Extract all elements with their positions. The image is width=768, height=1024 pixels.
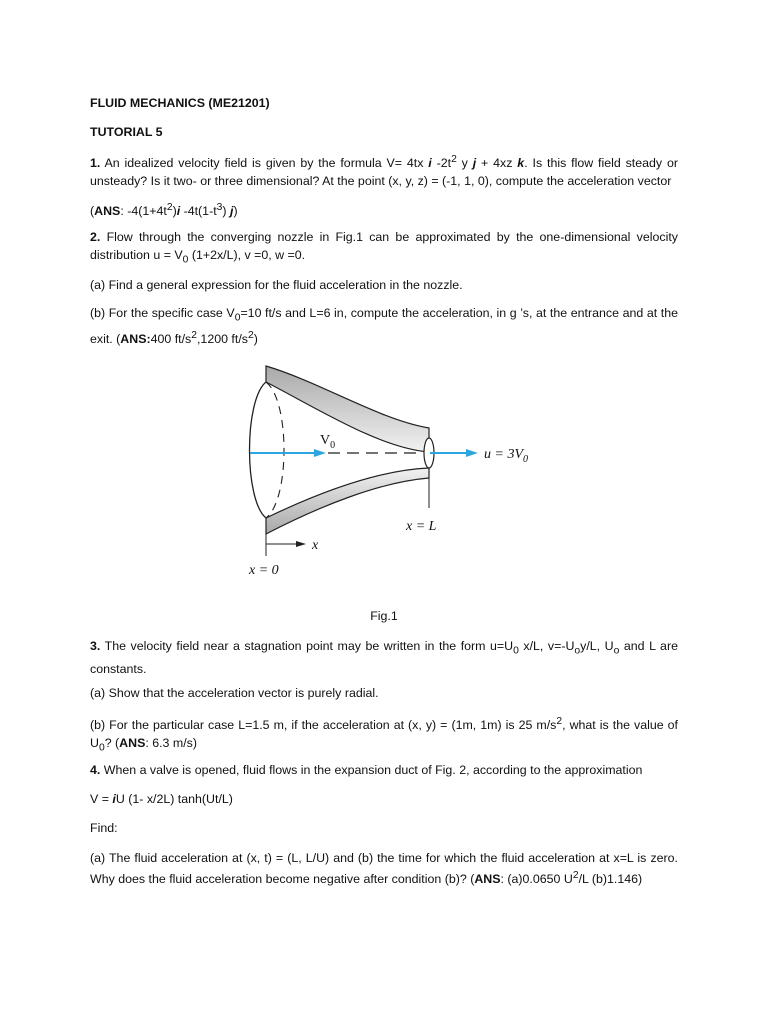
subscript: 0 (98, 742, 105, 754)
x-axis-arrowhead (296, 541, 306, 547)
ans-text: ( (90, 204, 95, 219)
ans-text: -4t(1-t (180, 204, 217, 219)
ans-text: ) (172, 204, 177, 219)
unit-vector-j: j (229, 204, 234, 219)
q3-text: y/L, U (580, 639, 614, 653)
q1-text: + 4xz (476, 156, 518, 171)
tutorial-title: TUTORIAL 5 (90, 125, 163, 139)
unit-vector-j: j (472, 156, 477, 171)
superscript: 2 (247, 330, 254, 342)
ans-text: ) (222, 204, 230, 219)
ans-text: ) (233, 204, 238, 219)
question-4 (90, 761, 678, 779)
formula-text: V = (90, 792, 113, 806)
formula-text: U (1- x/2L) tanh(Ut/L) (115, 792, 233, 806)
question-2-part-b (90, 304, 678, 349)
nozzle-figure (230, 360, 550, 580)
figure-caption: Fig.1 (370, 609, 398, 623)
question-3-part-b (90, 713, 678, 758)
ans-text: /L (b)1.146) (578, 872, 643, 887)
ans-text: : (a)0.0650 U (500, 872, 573, 887)
entrance-position-label: x = 0 (249, 563, 279, 578)
ans-label: ANS: (120, 332, 151, 347)
subscript: o (613, 645, 620, 657)
outlet-arrowhead (466, 449, 478, 457)
superscript: 2 (572, 870, 579, 881)
ans-label: ANS (119, 736, 146, 751)
superscript: 2 (556, 716, 563, 727)
ans-label: ANS (474, 872, 501, 887)
ans-text: : 6.3 m/s) (145, 736, 197, 751)
unit-vector-k: k (517, 156, 525, 171)
q2b-text: =10 ft/s and L=6 in, compute the acceleration, in g ’s, at the entrance and at the exit. ( (90, 306, 678, 347)
question-number: 2. (90, 230, 101, 244)
q1-text: An idealized velocity field is given by the formula V= 4tx (100, 156, 429, 171)
inlet-outline (250, 382, 267, 518)
question-4-parts (90, 849, 678, 888)
x-axis-label: x (312, 538, 319, 553)
subscript: o (574, 645, 581, 657)
q1-text: -2t (431, 156, 452, 171)
ans-text: ) (253, 332, 258, 347)
q3b-text: , what is the value of U (90, 718, 678, 751)
q2b-text: (b) For the specific case V (90, 306, 235, 320)
question-2 (90, 228, 678, 269)
question-3 (90, 637, 678, 678)
superscript: 3 (216, 202, 223, 213)
q4-parts-text: (a) The fluid acceleration at (x, t) = (L, L/U) and (b) the time for which the fluid acceleration at x=L is zero. Why does the fluid acceleration become negative after condition (b)? ( (90, 851, 678, 887)
subscript: 0 (234, 312, 241, 324)
question-4-formula (90, 790, 678, 808)
q4-text: When a valve is opened, fluid flows in the expansion duct of Fig. 2, according to the approximation (100, 763, 643, 777)
superscript: 2 (191, 330, 197, 342)
question-4-find: Find: (90, 821, 118, 835)
superscript: 2 (451, 154, 457, 165)
question-2-part-a: (a) Find a general expression for the fluid acceleration in the nozzle. (90, 278, 463, 292)
q3-text: x/L, v=-U (518, 639, 575, 653)
unit-vector-i: i (176, 204, 181, 219)
question-1-answer (90, 199, 678, 220)
question-number: 3. (90, 639, 101, 653)
q1-text: y (456, 156, 473, 171)
ans-text: : -4(1+4t (120, 204, 167, 219)
q2-text: Flow through the converging nozzle in Fig.1 can be approximated by the one-dimensional velocity distribution u = V (90, 230, 678, 262)
unit-vector-i: i (112, 792, 116, 806)
inlet-hidden-outline (266, 382, 284, 518)
subscript: 0 (513, 645, 519, 657)
q3b-text: (b) For the particular case L=1.5 m, if the acceleration at (x, y) = (1m, 1m) is 25 m/s (90, 718, 557, 733)
unit-vector-i: i (428, 156, 432, 171)
inlet-velocity-label: $V_0$ (320, 433, 336, 451)
inlet-arrowhead (314, 449, 326, 457)
exit-position-label: x = L (406, 519, 437, 534)
outlet-velocity-label: $u = 3V_0$ (484, 447, 528, 465)
question-3-part-a: (a) Show that the acceleration vector is purely radial. (90, 686, 379, 700)
q3-text: and L are constants. (90, 639, 678, 677)
question-1 (90, 151, 678, 190)
superscript: 2 (166, 202, 173, 213)
ans-label: ANS (94, 204, 121, 219)
nozzle-wall-lower (266, 468, 429, 534)
course-title: FLUID MECHANICS (ME21201) (90, 96, 270, 110)
subscript: 0 (182, 254, 189, 266)
q3b-text: ? ( (104, 736, 120, 751)
question-number: 4. (90, 763, 101, 777)
q2-text: (1+2x/L), v =0, w =0. (188, 248, 306, 262)
question-number: 1. (90, 156, 101, 171)
ans-text: 400 ft/s (150, 332, 192, 347)
nozzle-wall-upper (266, 366, 429, 452)
q3-text: The velocity field near a stagnation point may be written in the form u=U (100, 639, 514, 653)
ans-text: ,1200 ft/s (196, 332, 248, 347)
q1-text: . Is this flow field steady or unsteady? Is it two- or three dimensional? At the point (x, y, z) = (-1, 1, 0), compute the acceleration vector (90, 156, 678, 189)
